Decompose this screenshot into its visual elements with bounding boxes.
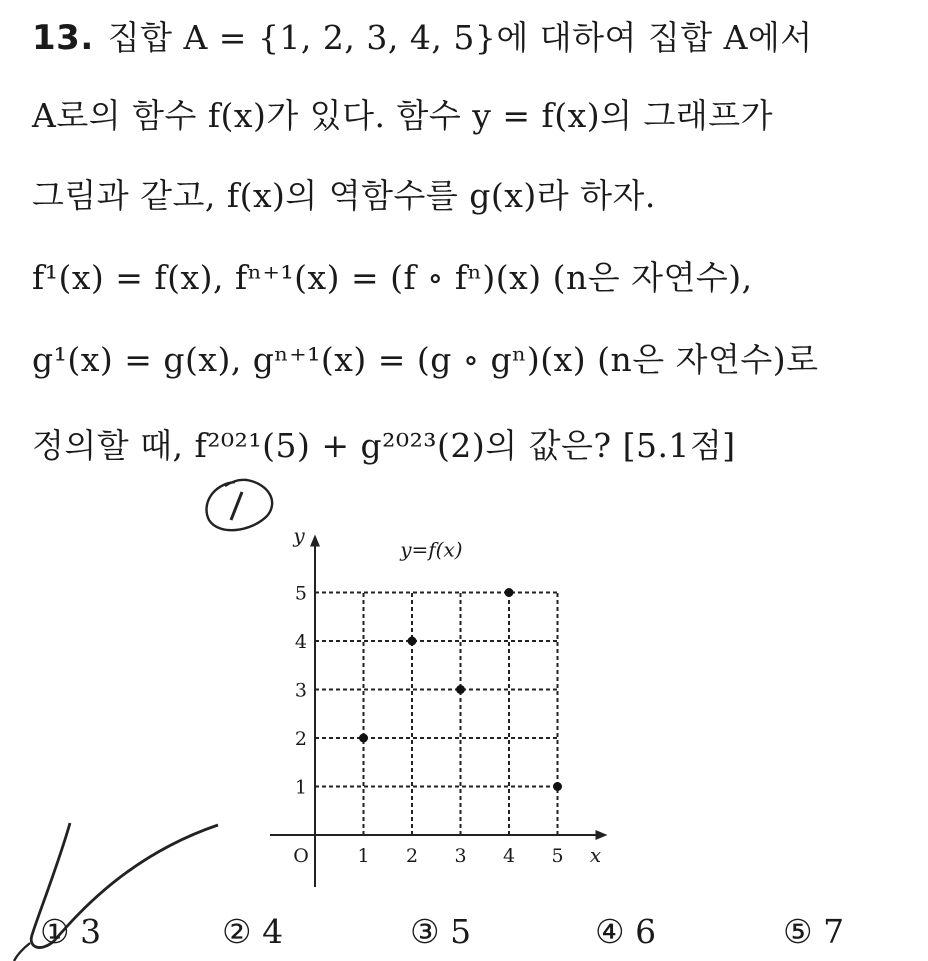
question-line-3: 그림과 같고, f(x)의 역함수를 g(x)라 하자.	[32, 176, 656, 215]
question-line-6: 정의할 때, f²⁰²¹(5) + g²⁰²³(2)의 값은? [5.1점]	[32, 426, 736, 465]
choice-3[interactable]	[410, 912, 471, 951]
question-line-2: A로의 함수 f(x)가 있다. 함수 y = f(x)의 그래프가	[32, 96, 773, 135]
x-tick-label: 3	[454, 845, 467, 867]
question-line-4: f¹(x) = f(x), fⁿ⁺¹(x) = (f ∘ fⁿ)(x) (n은 자연수),	[32, 258, 753, 297]
data-point	[408, 637, 417, 646]
y-axis-arrow	[310, 535, 320, 547]
x-tick-label: 5	[551, 845, 564, 867]
data-point	[456, 685, 465, 694]
data-point	[553, 782, 562, 791]
choice-4[interactable]	[595, 912, 656, 951]
x-tick-label: 4	[502, 845, 516, 867]
handwritten-check-mark	[0, 815, 230, 961]
question-number: 13.	[32, 18, 94, 58]
choice-3-marker: ③	[410, 912, 440, 951]
y-tick-label: 5	[294, 582, 307, 605]
choice-2-marker: ②	[222, 912, 252, 951]
choice-1-marker: ①	[40, 912, 70, 951]
choice-1[interactable]	[40, 912, 101, 951]
choice-5[interactable]	[783, 912, 844, 951]
chart-title: y=f(x)	[400, 537, 463, 562]
question-line-5: g¹(x) = g(x), gⁿ⁺¹(x) = (g ∘ gⁿ)(x) (n은 자연수)로	[32, 340, 819, 379]
question-number-and-line-1	[32, 12, 813, 59]
choice-1-value: 3	[80, 912, 102, 951]
origin-label: O	[293, 845, 309, 867]
x-tick-label: 2	[405, 845, 419, 867]
question-line-1: 집합 A = {1, 2, 3, 4, 5}에 대하여 집합 A에서	[107, 18, 813, 57]
choice-4-value: 6	[635, 912, 657, 951]
y-tick-label: 3	[294, 679, 307, 702]
choice-2-value: 4	[262, 912, 284, 951]
x-axis-arrow	[596, 830, 608, 840]
choice-2[interactable]	[222, 912, 283, 951]
x-axis-label: x	[589, 843, 602, 867]
function-graph	[260, 510, 620, 900]
y-axis-label: y	[293, 523, 305, 548]
choice-3-value: 5	[450, 912, 472, 951]
y-tick-label: 1	[294, 776, 307, 799]
x-tick-label: 1	[357, 845, 370, 867]
y-tick-label: 4	[294, 631, 307, 653]
choice-5-value: 7	[823, 912, 845, 951]
choice-4-marker: ④	[595, 912, 625, 951]
y-tick-label: 2	[294, 728, 307, 750]
data-point	[505, 588, 514, 597]
data-point	[359, 734, 368, 743]
choice-5-marker: ⑤	[783, 912, 813, 951]
